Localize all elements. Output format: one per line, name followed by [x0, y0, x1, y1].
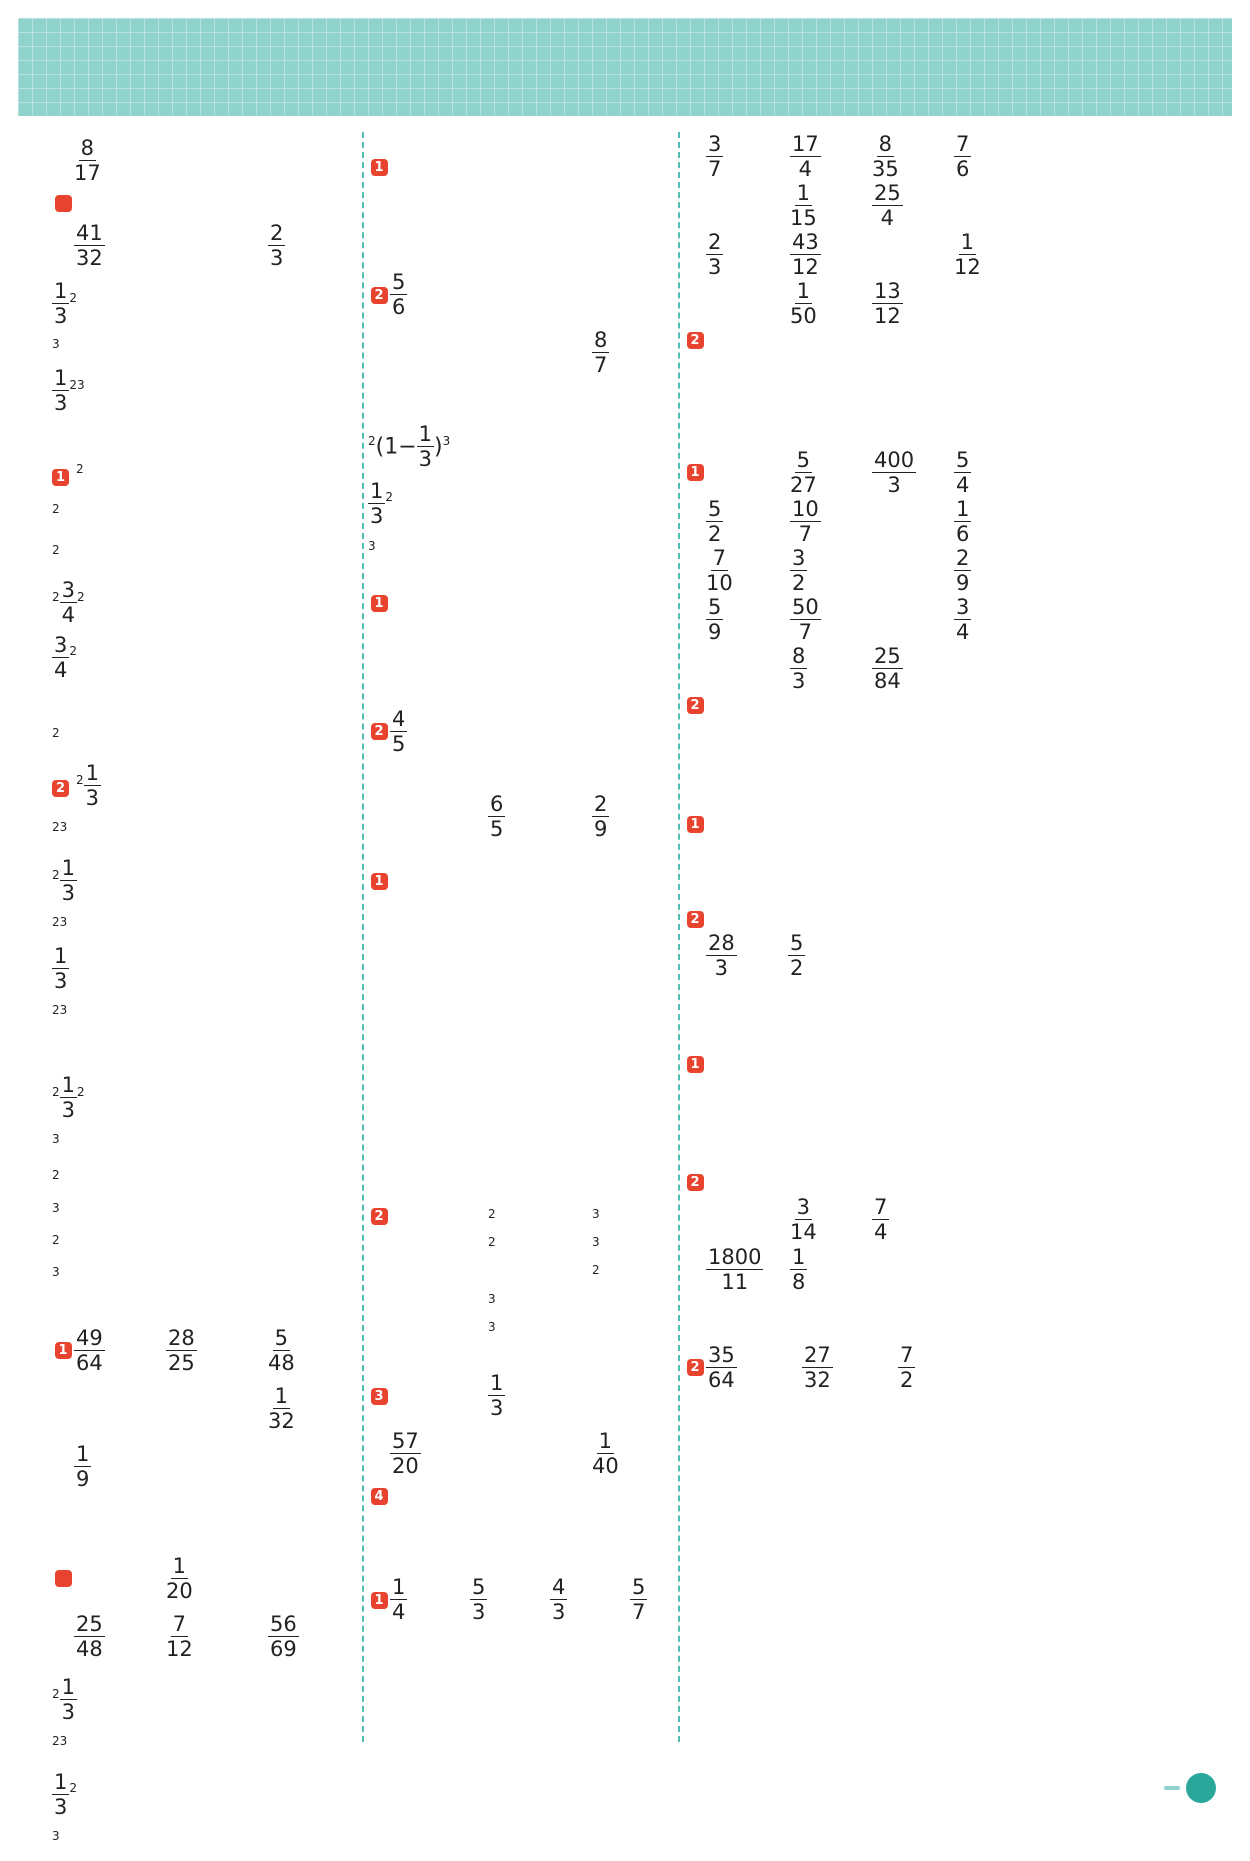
answer-row — [684, 1147, 984, 1171]
answer-row: 1 $\frac{5}{27}$ $\frac{400}{3}$ $\frac{5}{4}$ — [684, 448, 984, 497]
answer-cell: $\frac{3}{2}$ — [792, 545, 806, 595]
column-2: 1 2 $\frac{5}{6}$ $\frac{8}{7}$ $^2$(1− $\frac{1}{3}$ )$^3$ $\frac{1}{3}$ $^2$ $^3$ 1 2 $\frac{4}{5}$ $\frac{6}{5}$ $\frac{2}{9}$ 1 2 $^2$ $^3$ $^2$ $^3$ $^2$ $^3$ $^3$ 3 $\frac{1}{3}$ $\frac{57}{20}$ $\frac{1}{40}$ 4 1 $\frac{1}{4}$ $\frac{5}{3}$ $\frac{4}{3}$ $\frac{5}{7}$ — [368, 132, 674, 1629]
answer-row — [368, 1158, 674, 1180]
answer-cell: $\frac{7}{6}$ — [956, 131, 970, 181]
answer-row: $\frac{41}{32}$ $\frac{2}{3}$ — [76, 221, 284, 270]
question-number-badge: 1 — [687, 1056, 704, 1073]
answer-row — [368, 1114, 674, 1136]
answer-cell: $\frac{17}{4}$ — [792, 131, 819, 181]
answer-row — [368, 959, 674, 981]
header-band — [18, 18, 1232, 116]
answer-grid — [684, 1053, 984, 1171]
answer-row — [368, 1070, 674, 1092]
answer-grid — [684, 132, 984, 328]
section-title — [368, 132, 674, 156]
answer-row — [368, 1003, 674, 1025]
answer-row — [684, 1100, 984, 1124]
answer-row — [684, 497, 984, 546]
answer-row — [368, 1047, 674, 1069]
section-title — [684, 424, 984, 448]
answer-row — [52, 190, 358, 217]
column-1: $\frac{8}{17}$ $\frac{41}{32}$ $\frac{2}{3}$ $\frac{1}{3}$ $^2$ $^3$ $\frac{1}{3}$ $^{23}$ 1 $^2$ $^2$ $^2$ $^2$ $\frac{3}{4}$ $^2$ $\frac{3}{4}$ $^2$ $^2$ 2 $^2$ $\frac{1}{3}$ $^{23}$ $^2$ $\frac{1}{3}$ $^{23}$ $\frac{1}{3}$ $^{23}$ $^2$ $\frac{1}{3}$ $^2$ $^3$ $^2$ $^3$ $^2$ $^3$ 1 $\frac{49}{64}$ $\frac{28}{25}$ $\frac{5}{48}$ $\frac{1}{32}$ $\frac{1}{9}$ $\frac{1}{20}$ $\frac{25}{48}$ $\frac{7}{12}$ $\frac{56}{69}$ $^2$ $\frac{1}{3}$ $^{23}$ $\frac{1}{3}$ $^2$ $^3$ — [52, 132, 358, 1859]
answer-row — [368, 1181, 674, 1203]
answer-row — [368, 244, 674, 266]
answer-row — [368, 1136, 674, 1158]
answer-row — [368, 156, 674, 178]
answer-cell: $\frac{1}{12}$ — [954, 229, 981, 279]
answer-cell: $\frac{5}{9}$ — [708, 594, 722, 644]
answer-cell: $\frac{50}{7}$ — [792, 594, 819, 644]
answer-grid — [684, 448, 984, 693]
answer-row — [368, 914, 674, 936]
answer-grid — [368, 156, 674, 266]
answer-row — [368, 1092, 674, 1114]
answer-row — [684, 884, 984, 908]
answer-row — [684, 1053, 984, 1077]
unit-title — [368, 1510, 674, 1545]
question-number-badge: 1 — [687, 816, 704, 833]
answer-cell: $\frac{5}{27}$ — [790, 447, 817, 497]
answer-cell: $\frac{5}{2}$ — [708, 496, 722, 546]
answer-row — [368, 615, 674, 637]
edition-tag — [1164, 1786, 1180, 1790]
answer-row — [684, 837, 984, 861]
column-divider — [362, 132, 364, 1742]
column-divider — [678, 132, 680, 1742]
answer-cell: $\frac{1}{6}$ — [956, 496, 970, 546]
answer-row — [368, 222, 674, 244]
answer-row: $\frac{8}{17}$ — [74, 136, 101, 185]
answer-row — [684, 644, 984, 693]
answer-row — [684, 813, 984, 837]
section-title — [52, 422, 358, 452]
question-number-badge: 1 — [371, 595, 388, 612]
answer-row — [368, 681, 674, 703]
answer-cell: $\frac{3}{7}$ — [708, 131, 722, 181]
section-title — [368, 569, 674, 593]
answer-cell: $\frac{10}{7}$ — [792, 496, 819, 546]
answer-row — [368, 659, 674, 681]
answer-cell: $\frac{13}{12}$ — [874, 278, 901, 328]
answer-cell: $\frac{5}{4}$ — [956, 447, 970, 497]
answer-cell: $\frac{25}{4}$ — [874, 180, 901, 230]
answer-row — [684, 181, 984, 230]
answer-cell: $\frac{8}{3}$ — [792, 643, 806, 693]
section-title — [684, 789, 984, 813]
answer-cell: $\frac{3}{4}$ — [956, 594, 970, 644]
answer-cell: $\frac{400}{3}$ — [874, 447, 915, 497]
answer-cell: $\frac{8}{35}$ — [872, 131, 899, 181]
answer-row — [684, 1077, 984, 1101]
section-title — [684, 1029, 984, 1053]
answer-row — [368, 981, 674, 1003]
question-number-badge — [55, 195, 72, 212]
answer-row — [368, 178, 674, 200]
answer-row — [368, 200, 674, 222]
answer-cell: $\frac{2}{3}$ — [708, 229, 722, 279]
answer-cell: $\frac{43}{12}$ — [792, 229, 819, 279]
extension-exercise: $\frac{1}{3}$ $^2$ — [54, 279, 78, 329]
answer-row — [368, 937, 674, 959]
answer-row — [368, 1025, 674, 1047]
section-title — [52, 1292, 358, 1322]
answer-row — [368, 870, 674, 892]
question-number-badge: 1 — [371, 159, 388, 176]
answer-grid — [684, 813, 984, 907]
section-title — [368, 846, 674, 870]
answer-cell: $\frac{2}{9}$ — [956, 545, 970, 595]
answer-row — [684, 546, 984, 595]
answer-cell: $\frac{1}{50}$ — [790, 278, 817, 328]
answer-row — [684, 860, 984, 884]
answer-row — [684, 1124, 984, 1148]
answer-row — [684, 279, 984, 328]
answer-cell: $\frac{1}{15}$ — [790, 180, 817, 230]
answer-row — [684, 595, 984, 644]
answer-row — [684, 132, 984, 181]
section-title — [368, 1545, 674, 1571]
section-title — [684, 1319, 984, 1343]
answer-row — [368, 892, 674, 914]
answer-row — [684, 230, 984, 279]
answer-grid — [368, 593, 674, 703]
answer-cell: $\frac{25}{84}$ — [874, 643, 901, 693]
answer-cell: $\frac{7}{10}$ — [706, 545, 733, 595]
page-footer — [1164, 1773, 1216, 1803]
page-number — [1186, 1773, 1216, 1803]
answer-row — [368, 637, 674, 659]
question-number-badge: 1 — [371, 873, 388, 890]
answer-row — [368, 593, 674, 615]
column-3: $\frac{3}{7}$ $\frac{17}{4}$ $\frac{8}{35}$ $\frac{7}{6}$ $\frac{1}{15}$ $\frac{25}{4}$ $\frac{2}{3}$ $\frac{43}{12}$ $\frac{1}{12}$ $\frac{1}{50}$ $\frac{13}{12}$ 2 1 $\frac{5}{27}$ $\frac{400}{3}$ $\frac{5}{4}$ $\frac{5}{2}$ $\frac{10}{7}$ $\frac{1}{6}$ $\frac{7}{10}$ $\frac{3}{2}$ $\frac{2}{9}$ $\frac{5}{9}$ $\frac{50}{7}$ $\frac{3}{4}$ $\frac{8}{3}$ $\frac{25}{84}$ 2 1 2 $\frac{28}{3}$ $\frac{5}{2}$ 1 2 $\frac{3}{14}$ $\frac{7}{4}$ $\frac{1800}{11}$ $\frac{1}{8}$ 2 $\frac{35}{64}$ $\frac{27}{32}$ $\frac{7}{2}$ — [684, 132, 984, 1393]
answer-grid — [368, 870, 674, 1203]
